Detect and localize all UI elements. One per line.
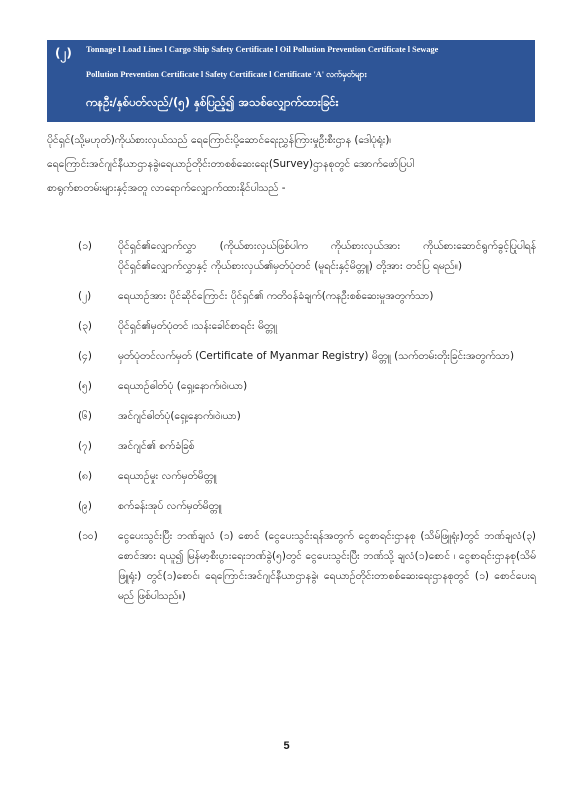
list-item-text: ရေယာဉ်ဓါတ်ပုံ (ရှေ့၊နောက်၊ဝဲ၊ယာ)	[118, 380, 248, 392]
list-item	[78, 466, 536, 486]
list-item-text: စက်ခန်းအုပ် လက်မှတ်မိတ္တူ	[118, 500, 222, 512]
intro-line: ရေကြောင်းအင်ဂျင်နီယာဌာနခွဲ၊ရေယာဉ်တိုင်းတာစစ်ဆေးရေး(Survey)ဌာနစုတွင် အောက်ဖော်ပြပါ	[47, 158, 414, 170]
section-header-banner	[47, 40, 535, 122]
list-item	[78, 286, 536, 306]
list-item-number: (၂)	[78, 290, 92, 302]
list-item	[78, 376, 536, 396]
list-item	[78, 316, 536, 336]
list-item	[78, 436, 536, 456]
list-item-text: ငွေပေးသွင်းပြီး ဘဏ်ချလံ (၁) စောင် (ငွေပေးသွင်းရန်အတွက် ငွေစာရင်းဌာနစု (သိမ်ဖြူရုံး)တွင် ဘဏ်ချလံ(၃) စောင်အား ရယူ၍ မြန်မာ့စီးပွားရေးဘဏ်ခွဲ(၅)တွင် ငွေပေးသွင်းပြီး ဘဏ်သို့ ချလံ(၁)စောင် ၊ ငွေစာရင်းဌာနစု(သိမ်ဖြူရုံး) တွင်(၁)စောင်၊ ရေကြောင်းအင်ဂျင်နီယာဌာနခွဲ၊ ရေယာဉ်တိုင်းတာစစ်ဆေးရေးဌာနစုတွင် (၁) စောင်ပေးရမည် ဖြစ်ပါသည်။)	[118, 530, 536, 602]
list-item	[78, 346, 536, 366]
list-item-text: အင်ဂျင်၏ စက်ခံခြစ်	[118, 440, 195, 452]
list-item	[78, 236, 536, 276]
section-number: (၂)	[55, 46, 72, 60]
list-item-number: (၁၀)	[78, 530, 98, 542]
list-item-number: (၄)	[78, 350, 92, 362]
list-item-number: (၆)	[78, 410, 92, 422]
list-item-text: ပိုင်ရှင်၏မှတ်ပုံတင် ၊သန်းခေါင်စာရင်း မိတ္တူ	[118, 320, 278, 332]
list-item-number: (၈)	[78, 470, 93, 482]
list-item	[78, 496, 536, 516]
intro-line: ပိုင်ရှင်(သို့မဟုတ်)ကိုယ်စားလှယ်သည် ရေကြောင်းပို့ဆောင်ရေးညွှန်ကြားမှုဦးစီးဌာန (ဒေါပုံရုံး)၊	[47, 134, 392, 146]
list-item-number: (၇)	[78, 440, 92, 452]
list-item-text: ရေယာဉ်မှုး လက်မှတ်မိတ္တူ	[118, 470, 217, 482]
list-item-number: (၉)	[78, 500, 92, 512]
list-item-number: (၅)	[78, 380, 92, 392]
page-number: 5	[283, 740, 290, 752]
required-documents-list	[78, 236, 536, 616]
section-title-line-3: ကနဦး/နှစ်ပတ်လည်/(၅) နှစ်ပြည့်၍ အသစ်လျှောက်ထားခြင်း	[86, 95, 339, 109]
list-item-text: ရေယာဉ်အား ပိုင်ဆိုင်ကြောင်း ပိုင်ရှင်၏ ကတိဝန်ခံချက်(ကနဦးစစ်ဆေးမှုအတွက်သာ)	[118, 290, 434, 302]
list-item	[78, 406, 536, 426]
list-item-text: မှတ်ပုံတင်လက်မှတ် (Certificate of Myanmar Registry) မိတ္တူ (သက်တမ်းတိုးခြင်းအတွက်သာ)	[118, 350, 515, 362]
list-item-number: (၃)	[78, 320, 92, 332]
section-title-line-1: Tonnage l Load Lines l Cargo Ship Safety Certificate l Oil Pollution Prevention Certificate l Sewage	[86, 45, 439, 54]
list-item	[78, 526, 536, 606]
intro-line: စာရွက်စာတမ်းများနှင့်အတူ လာရောက်လျှောက်ထားနိုင်ပါသည် -	[47, 182, 286, 194]
section-title-line-2: Pollution Prevention Certificate l Safety Certificate l Certificate 'A' လက်မှတ်များ	[86, 70, 367, 79]
intro-paragraph	[47, 128, 535, 200]
list-item-text: ပိုင်ရှင်၏လျှောက်လွှာ (ကိုယ်စားလှယ်ဖြစ်ပါက ကိုယ်စားလှယ်အား ကိုယ်စားဆောင်ရွက်ခွင့်ပြုပါရန် ပိုင်ရှင်၏လျှောက်လွှာနှင့် ကိုယ်စားလှယ်၏မှတ်ပုံတင် (မူရင်းနှင့်မိတ္တူ) တို့အား တင်ပြ ရမည်။)	[118, 240, 536, 272]
list-item-text: အင်ဂျင်ဓါတ်ပုံ(ရှေ့၊နောက်၊ဝဲ၊ယာ)	[118, 410, 241, 422]
list-item-number: (၁)	[78, 240, 92, 252]
